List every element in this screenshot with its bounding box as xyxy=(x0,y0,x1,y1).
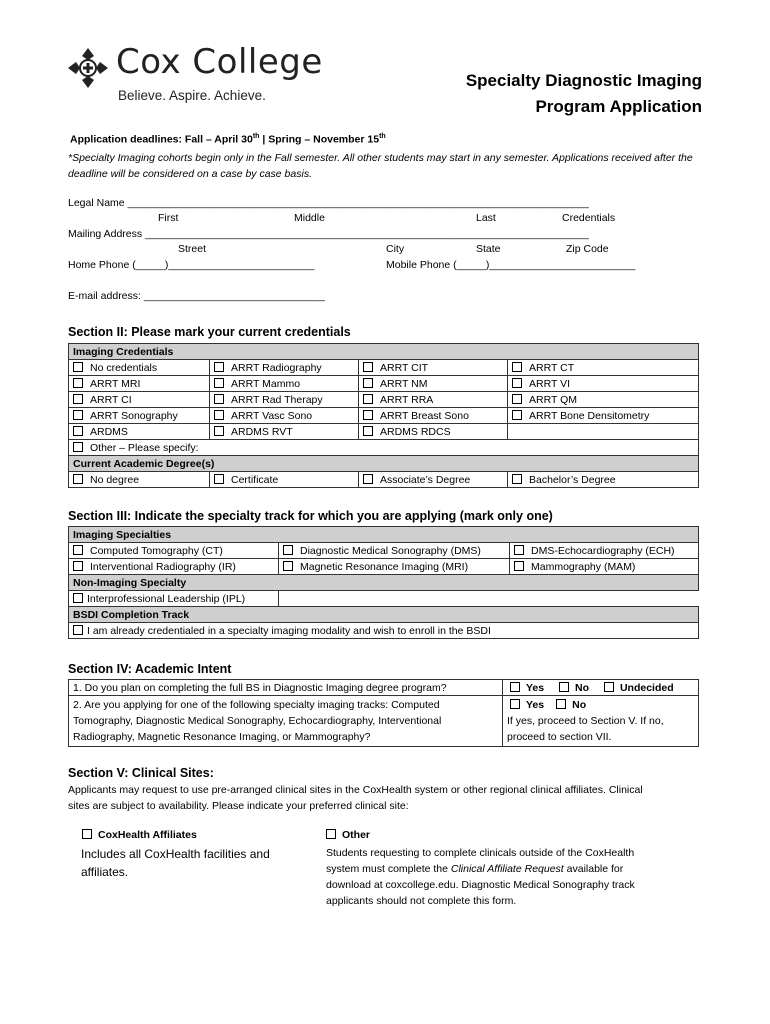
intent-answer-2[interactable]: Yes No If yes, proceed to Section V. If no, proceed to section VII. xyxy=(503,696,699,747)
credential-option[interactable]: ARRT NM xyxy=(359,376,508,392)
credential-option[interactable]: ARRT RRA xyxy=(359,392,508,408)
intent-question-2: 2. Are you applying for one of the following specialty imaging tracks: Computed Tomography, Diagnostic Medical Sonography, Echocardiography, Interventional Radiography, Magnetic Resonance Imaging, or Mammography? xyxy=(69,696,503,747)
other-site-description: Students requesting to complete clinicals outside of the CoxHealth system must complete the Clinical Affiliate Request available for download at coxcollege.edu. Diagnostic Medical Sonography track applicants should not complete this form. xyxy=(326,847,635,907)
degree-option[interactable]: No degree xyxy=(69,472,210,488)
academic-intent-table xyxy=(68,679,699,747)
form-title: Specialty Diagnostic Imaging Program Application xyxy=(465,71,702,116)
track-option[interactable]: Magnetic Resonance Imaging (MRI) xyxy=(279,559,510,575)
imaging-credentials-header: Imaging Credentials xyxy=(69,344,699,360)
coxhealth-affiliates-description: Includes all CoxHealth facilities and affiliates. xyxy=(81,847,270,879)
credential-option[interactable]: ARRT CI xyxy=(69,392,210,408)
credential-option[interactable]: ARRT Breast Sono xyxy=(359,408,508,424)
cohort-note: *Specialty Imaging cohorts begin only in the Fall semester. All other students may start in any semester. Applications received after the deadline will be considered on a case by case basis. xyxy=(68,152,693,180)
track-option[interactable]: Interventional Radiography (IR) xyxy=(69,559,279,575)
bsdi-completion-header: BSDI Completion Track xyxy=(69,607,699,623)
credential-option[interactable]: No credentials xyxy=(69,360,210,376)
intent-answer-1[interactable]: Yes No Undecided xyxy=(503,680,699,696)
street-label: Street xyxy=(178,243,207,255)
first-label: First xyxy=(158,212,179,224)
zip-label: Zip Code xyxy=(566,243,609,255)
coxhealth-affiliates-option[interactable]: CoxHealth Affiliates xyxy=(82,829,197,841)
intent-question-1: 1. Do you plan on completing the full BS in Diagnostic Imaging degree program? xyxy=(69,680,503,696)
section-2-heading: Section II: Please mark your current credentials xyxy=(68,325,351,339)
track-option[interactable]: Computed Tomography (CT) xyxy=(69,543,279,559)
track-option[interactable]: Diagnostic Medical Sonography (DMS) xyxy=(279,543,510,559)
other-site-option[interactable]: Other xyxy=(326,829,370,841)
section-4-heading: Section IV: Academic Intent xyxy=(68,662,232,676)
cross-emblem-icon xyxy=(66,46,110,90)
credential-option[interactable]: ARDMS RDCS xyxy=(359,424,508,440)
ipl-track-option[interactable]: Interprofessional Leadership (IPL) xyxy=(69,591,279,607)
specialty-track-table xyxy=(68,526,699,639)
credential-option[interactable]: ARRT VI xyxy=(508,376,699,392)
section-3-heading: Section III: Indicate the specialty track for which you are applying (mark only one) xyxy=(68,509,553,523)
city-label: City xyxy=(386,243,405,255)
other-credential-option[interactable]: Other – Please specify: xyxy=(69,440,699,456)
middle-label: Middle xyxy=(294,212,325,224)
credential-option[interactable]: ARRT Radiography xyxy=(210,360,359,376)
credentials-table xyxy=(68,343,699,488)
mobile-phone-field[interactable]: Mobile Phone (_____)_________________________ xyxy=(386,259,636,271)
credential-option[interactable]: ARRT Vasc Sono xyxy=(210,408,359,424)
clinical-sites-intro: Applicants may request to use pre-arranged clinical sites in the CoxHealth system or other regional clinical affiliates. Clinical sites are subject to availability. Please indicate your preferred clinical site: xyxy=(68,784,643,812)
credential-option[interactable]: ARDMS xyxy=(69,424,210,440)
section-5-heading: Section V: Clinical Sites: xyxy=(68,766,214,780)
credential-option[interactable]: ARRT Sonography xyxy=(69,408,210,424)
bsdi-track-option[interactable]: I am already credentialed in a specialty imaging modality and wish to enroll in the BSDI xyxy=(69,623,699,639)
degree-option[interactable]: Certificate xyxy=(210,472,359,488)
credentials-label: Credentials xyxy=(562,212,616,224)
legal-name-field[interactable]: Legal Name _______________________________________________________________________________ xyxy=(68,197,589,209)
credential-option[interactable]: ARRT Rad Therapy xyxy=(210,392,359,408)
state-label: State xyxy=(476,243,501,255)
college-tagline: Believe. Aspire. Achieve. xyxy=(118,88,266,103)
credential-option[interactable]: ARRT QM xyxy=(508,392,699,408)
college-logo xyxy=(66,42,336,106)
track-option[interactable]: DMS-Echocardiography (ECH) xyxy=(510,543,699,559)
empty-cell xyxy=(508,424,699,440)
degree-option[interactable]: Bachelor’s Degree xyxy=(508,472,699,488)
empty-cell xyxy=(279,591,699,607)
credential-option[interactable]: ARRT MRI xyxy=(69,376,210,392)
application-deadlines: Application deadlines: Fall – April 30th | Spring – November 15th xyxy=(70,133,386,146)
credential-option[interactable]: ARRT Bone Densitometry xyxy=(508,408,699,424)
credential-option[interactable]: ARRT CT xyxy=(508,360,699,376)
academic-degree-header: Current Academic Degree(s) xyxy=(69,456,699,472)
non-imaging-specialty-header: Non-Imaging Specialty xyxy=(69,575,699,591)
degree-option[interactable]: Associate’s Degree xyxy=(359,472,508,488)
mailing-address-field[interactable]: Mailing Address ____________________________________________________________________________ xyxy=(68,228,589,240)
college-name: Cox College xyxy=(116,42,323,82)
home-phone-field[interactable]: Home Phone (_____)_________________________ xyxy=(68,259,315,271)
credential-option[interactable]: ARRT CIT xyxy=(359,360,508,376)
email-field[interactable]: E-mail address: _______________________________ xyxy=(68,290,325,302)
imaging-specialties-header: Imaging Specialties xyxy=(69,527,699,543)
credential-option[interactable]: ARDMS RVT xyxy=(210,424,359,440)
last-label: Last xyxy=(476,212,496,224)
credential-option[interactable]: ARRT Mammo xyxy=(210,376,359,392)
track-option[interactable]: Mammography (MAM) xyxy=(510,559,699,575)
